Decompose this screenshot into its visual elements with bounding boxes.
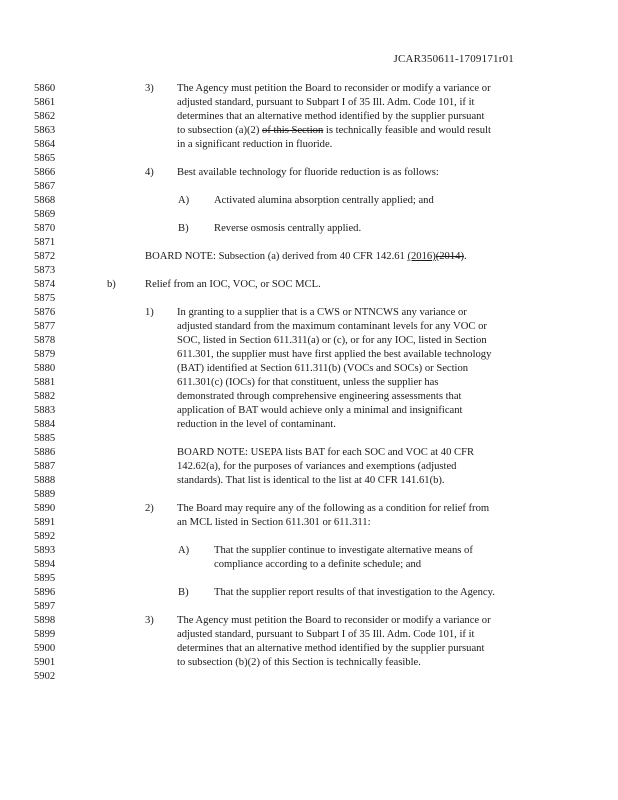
para-b1-line: adjusted standard from the maximum contaminant levels for any VOC or [177,321,487,332]
line-number: 5875 [34,293,56,304]
line-number: 5873 [34,265,56,276]
para-a3-line: adjusted standard, pursuant to Subpart I of 35 Ill. Adm. Code 101, if it [177,97,475,108]
line-number: 5890 [34,503,56,514]
line-number: 5887 [34,461,56,472]
para-a4-item-a-text: Activated alumina absorption centrally applied; and [214,195,434,206]
line-number: 5885 [34,433,56,444]
line-number: 5888 [34,475,56,486]
line-number: 5864 [34,139,56,150]
line-number: 5876 [34,307,56,318]
inserted-text: (2016) [407,251,436,262]
line-number: 5871 [34,237,56,248]
line-number: 5886 [34,447,56,458]
para-a3-line: determines that an alternative method identified by the supplier pursuant [177,111,485,122]
para-b1-line: SOC, listed in Section 611.311(a) or (c), or for any IOC, listed in Section [177,335,487,346]
line-number: 5878 [34,335,56,346]
board-note-a-prefix: BOARD NOTE: Subsection (a) derived from 40 CFR 142.61 [145,251,405,262]
board-note-a-suffix: . [463,251,467,262]
board-note-a [145,250,467,264]
line-number: 5882 [34,391,56,402]
para-a4-item-a-label: A) [178,195,190,206]
line-number: 5874 [34,279,56,290]
para-b2-item-a-line: compliance according to a definite schedule; and [214,559,422,570]
line-number: 5901 [34,657,56,668]
line-number: 5900 [34,643,56,654]
para-b2-line: The Board may require any of the following as a condition for relief from [177,503,490,514]
line-number: 5889 [34,489,56,500]
line-number: 5870 [34,223,56,234]
line-number: 5877 [34,321,56,332]
para-b1-label: 1) [145,307,154,318]
para-b1-line: In granting to a supplier that is a CWS or NTNCWS any variance or [177,307,467,318]
para-b2-item-a-line: That the supplier continue to investigate alternative means of [214,545,473,556]
line-number: 5879 [34,349,56,360]
para-a3-line4-prefix: to subsection (a)(2) [177,125,260,136]
para-b2-item-b-text: That the supplier report results of that investigation to the Agency. [214,587,495,598]
line-number: 5884 [34,419,56,430]
para-b1-line: demonstrated through comprehensive engineering assessments that [177,391,462,402]
para-b2-item-a-label: A) [178,545,190,556]
line-number: 5865 [34,153,56,164]
para-b3-line: to subsection (b)(2) of this Section is technically feasible. [177,657,421,668]
section-b-label: b) [107,279,116,290]
line-number: 5867 [34,181,56,192]
line-number: 5868 [34,195,56,206]
para-b2-line: an MCL listed in Section 611.301 or 611.311: [177,517,371,528]
para-b3-line: adjusted standard, pursuant to Subpart I of 35 Ill. Adm. Code 101, if it [177,629,475,640]
deleted-text: (2014) [435,251,464,262]
line-number: 5880 [34,363,56,374]
para-b3-line: The Agency must petition the Board to reconsider or modify a variance or [177,615,491,626]
para-b1-line: 611.301(c) (IOCs) for that constituent, unless the supplier has [177,377,439,388]
para-b1-line: 611.301, the supplier must have first applied the best available technology [177,349,492,360]
para-b1-line: application of BAT would achieve only a minimal and insignificant [177,405,463,416]
line-number: 5883 [34,405,56,416]
line-number: 5866 [34,167,56,178]
para-a3-line4-suffix: is technically feasible and would result [325,125,491,136]
line-number: 5860 [34,83,56,94]
para-a3-label: 3) [145,83,154,94]
line-number: 5902 [34,671,56,682]
board-note-b-line: standards). That list is identical to the list at 40 CFR 141.61(b). [177,475,445,486]
para-b1-line: reduction in the level of contaminant. [177,419,336,430]
para-a4-item-b-text: Reverse osmosis centrally applied. [214,223,362,234]
para-b3-line: determines that an alternative method identified by the supplier pursuant [177,643,485,654]
document-header-id: JCAR350611-1709171r01 [393,53,514,65]
line-number: 5862 [34,111,56,122]
line-number: 5861 [34,97,56,108]
para-a4-text: Best available technology for fluoride reduction is as follows: [177,167,439,178]
para-b2-label: 2) [145,503,154,514]
para-b1-line: (BAT) identified at Section 611.311(b) (VOCs and SOCs) or Section [177,363,469,374]
line-number: 5872 [34,251,56,262]
section-b-title: Relief from an IOC, VOC, or SOC MCL. [145,279,321,290]
deleted-text: of this Section [262,125,324,136]
line-number: 5892 [34,531,56,542]
para-a3-line-4 [177,124,491,138]
para-b3-label: 3) [145,615,154,626]
para-a3-line: in a significant reduction in fluoride. [177,139,333,150]
board-note-b-line: 142.62(a), for the purposes of variances and exemptions (adjusted [177,461,457,472]
line-number: 5863 [34,125,56,136]
line-number: 5894 [34,559,56,570]
line-number: 5881 [34,377,56,388]
line-number: 5891 [34,517,56,528]
para-a3-line: The Agency must petition the Board to reconsider or modify a variance or [177,83,491,94]
line-number: 5898 [34,615,56,626]
para-b2-item-b-label: B) [178,587,189,598]
para-a4-label: 4) [145,167,154,178]
line-number: 5895 [34,573,56,584]
line-number: 5899 [34,629,56,640]
board-note-b-line: BOARD NOTE: USEPA lists BAT for each SOC and VOC at 40 CFR [177,447,475,458]
line-number: 5896 [34,587,56,598]
para-a4-item-b-label: B) [178,223,189,234]
line-number: 5869 [34,209,56,220]
line-number: 5897 [34,601,56,612]
line-number: 5893 [34,545,56,556]
